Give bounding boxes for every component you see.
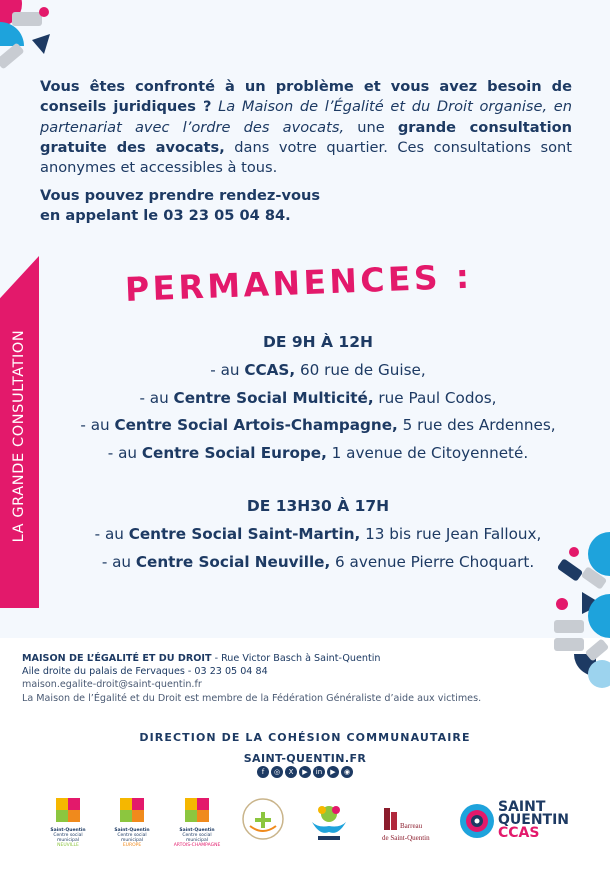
item-prefix: - au	[107, 443, 142, 462]
logo-neuville	[46, 796, 90, 848]
item-place: Centre Social Europe,	[141, 443, 327, 462]
logo-artois-champagne	[172, 796, 222, 848]
intro-bold-consultation: grande consultation gratuite des avocats,	[40, 118, 573, 156]
item-place: Centre Social Artois-Champagne,	[114, 416, 398, 434]
neuville-emblem-icon	[46, 796, 90, 824]
logo-caption: Saint-Quentin	[179, 828, 215, 833]
intro-paragraph	[40, 77, 572, 178]
video-icon[interactable]: ▶	[327, 766, 339, 778]
morning-schedule	[40, 333, 596, 467]
item-prefix: - au	[80, 416, 115, 434]
afternoon-heading: DE 13H30 À 17H	[246, 497, 390, 515]
item-prefix: - au	[101, 552, 136, 571]
barreau-emblem-icon	[382, 806, 400, 832]
org-address: - Rue Victor Basch à Saint-Quentin	[211, 653, 381, 664]
logo-caption: ARTOIS-CHAMPAGNE	[173, 843, 221, 848]
permanences-title: PERMANENCES :	[124, 256, 474, 309]
footer-address	[22, 652, 592, 705]
barreau-label-1: Barreau	[400, 822, 423, 830]
mosaic-bar	[554, 638, 584, 651]
logo-caption: Centre social municipal	[117, 833, 147, 843]
footer-membership: La Maison de l’Égalité et du Droit est membre de la Fédération Généraliste d’aide aux victimes.	[22, 692, 482, 704]
appointment-line-1: Vous pouvez prendre rendez-vous	[40, 187, 321, 205]
linkedin-icon[interactable]: in	[313, 766, 325, 778]
item-place: CCAS,	[244, 361, 296, 379]
footer-line-1	[22, 652, 592, 665]
schedule-item	[40, 521, 596, 549]
youtube-icon[interactable]: ▶	[299, 766, 311, 778]
decorative-mosaic-top-left	[0, 0, 60, 80]
item-place: Centre Social Neuville,	[135, 552, 331, 571]
intro-text-a: une	[357, 118, 385, 136]
logo-caption: NEUVILLE	[57, 843, 79, 848]
schedule-item	[40, 549, 596, 577]
mosaic-triangle	[32, 34, 50, 54]
morning-heading: DE 9H À 12H	[263, 333, 373, 351]
schedule-item	[40, 412, 596, 440]
direction-label: DIRECTION DE LA COHÉSION COMMUNAUTAIRE	[139, 731, 471, 744]
item-prefix: - au	[94, 525, 129, 543]
artois-emblem-icon	[172, 796, 222, 824]
saint-quentin-ccas-logo	[498, 801, 569, 840]
schedule-item	[40, 357, 596, 385]
item-address: 60 rue de Guise,	[295, 361, 426, 379]
org-name: MAISON DE L’ÉGALITÉ ET DU DROIT	[22, 653, 212, 664]
item-prefix: - au	[139, 388, 174, 407]
afternoon-schedule	[40, 497, 596, 576]
appointment-line-2: en appelant le 03 23 05 04 84.	[40, 206, 291, 224]
logo-ccas: CCAS	[498, 825, 540, 841]
barreau-label-2: de Saint-Quentin	[382, 834, 430, 842]
logo-association-saint-martin	[240, 796, 286, 846]
logo-europe	[110, 796, 154, 848]
instagram-icon[interactable]: ◎	[271, 766, 283, 778]
mosaic-bar	[0, 42, 25, 69]
logo-caption: Centre social municipal	[53, 833, 83, 843]
mosaic-dot	[556, 598, 568, 610]
org-palace-phone: Aile droite du palais de Fervaques - 03 23 05 04 84	[22, 666, 268, 678]
schedule-item	[40, 440, 596, 468]
logo-caption: EUROPE	[122, 843, 142, 848]
hands-emblem-icon	[306, 796, 352, 842]
facebook-icon[interactable]: f	[257, 766, 269, 778]
intro-text	[40, 77, 572, 225]
association-emblem-icon	[240, 796, 286, 842]
schedule-item	[40, 385, 596, 413]
mosaic-dot	[39, 7, 49, 17]
item-address: rue Paul Codos,	[373, 388, 497, 407]
website-link[interactable]: SAINT-QUENTIN.FR	[243, 752, 367, 765]
europe-emblem-icon	[110, 796, 154, 824]
logo-caption: Saint-Quentin	[114, 828, 150, 833]
item-address: 5 rue des Ardennes,	[397, 416, 556, 434]
item-address: 1 avenue de Citoyenneté.	[326, 443, 529, 462]
item-address: 6 avenue Pierre Choquart.	[330, 552, 535, 571]
footer-line-2	[22, 665, 592, 678]
item-place: Centre Social Multicité,	[173, 388, 374, 407]
logo-caption: Saint-Quentin	[50, 828, 86, 833]
side-banner-label: LA GRANDE CONSULTATION	[11, 329, 27, 543]
footer-email[interactable]: maison.egalite-droit@saint-quentin.fr	[22, 679, 202, 691]
saint-quentin-emblem-icon	[458, 802, 496, 840]
intro-text-b: dans votre quartier. Ces consultations sont anonymes et accessibles à tous.	[40, 138, 572, 177]
social-icons	[255, 766, 355, 780]
item-prefix: - au	[210, 361, 245, 379]
logo-saint: SAINT	[498, 799, 546, 815]
item-address: 13 bis rue Jean Falloux,	[360, 525, 542, 543]
logo-neuville-hands	[306, 796, 352, 846]
intro-bold-question: Vous êtes confronté à un problème et vous avez besoin de conseils juridiques ?	[40, 78, 572, 116]
threads-icon[interactable]: ◉	[341, 766, 353, 778]
mosaic-bar	[12, 12, 42, 26]
x-icon[interactable]: X	[285, 766, 297, 778]
mosaic-bar	[554, 620, 584, 633]
item-place: Centre Social Saint-Martin,	[128, 525, 361, 543]
intro-italic-organiser: La Maison de l’Égalité et du Droit organise, en partenariat avec l’ordre des avocats,	[40, 98, 572, 136]
logo-quentin: QUENTIN	[498, 812, 570, 828]
logo-caption: Centre social municipal	[182, 833, 212, 843]
appointment-paragraph	[40, 186, 572, 225]
